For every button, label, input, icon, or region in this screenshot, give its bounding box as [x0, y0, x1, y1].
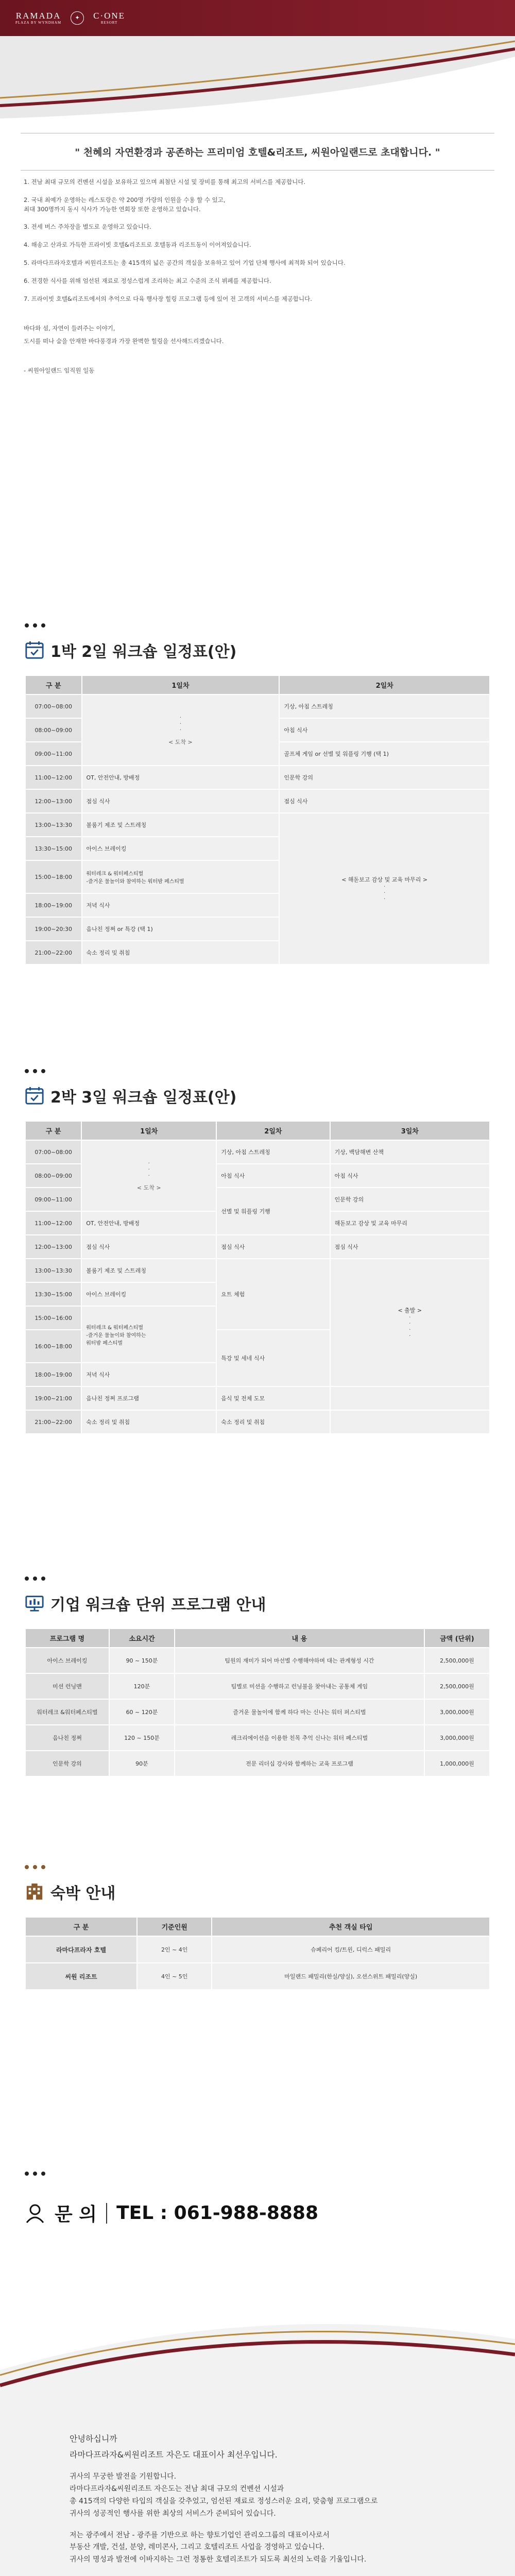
program-duration: 60 ~ 120분	[110, 1700, 174, 1724]
schedule-cell: 워터레크 & 워터페스티벌 -즐거운 물놀이와 참여하는 워터밤 페스티벌	[82, 1307, 216, 1362]
program-name: 미션 런닝맨	[26, 1674, 109, 1699]
section-dots	[25, 1069, 490, 1073]
contact-dots-wrap	[25, 2172, 490, 2187]
time-cell: 13:00~13:30	[26, 814, 81, 836]
table-header: 프로그램 명	[26, 1629, 109, 1647]
schedule-cell: 저녁 식사	[82, 894, 279, 917]
intro-quote-box	[21, 133, 494, 171]
program-name: 음나친 정쩌	[26, 1725, 109, 1750]
schedule-cell: 요트 체험	[217, 1259, 329, 1329]
schedule2-title-text: 2박 3일 워크숍 일정표(안)	[50, 1089, 237, 1107]
schedule-cell: 아이스 브레이킹	[82, 837, 279, 860]
time-cell: 19:00~21:00	[26, 1387, 81, 1410]
stay-table	[25, 1917, 490, 1990]
schedule2-section	[25, 1069, 490, 1434]
ramada-logo-text: RAMADA	[15, 10, 61, 21]
schedule-cell: 기상, 아침 스트레칭	[280, 695, 489, 718]
table-header: 1일차	[82, 1122, 216, 1140]
table-header: 3일차	[331, 1122, 489, 1140]
contact-info	[25, 2200, 318, 2226]
time-cell: 08:00~09:00	[26, 719, 81, 741]
schedule-cell: < 해돋보고 감상 및 교육 마무리 > · · ·	[280, 814, 489, 964]
decorative-swoosh	[0, 36, 515, 129]
schedule-cell: 점심 식사	[82, 1235, 216, 1258]
schedule1-title-text: 1박 2일 워크숍 일정표(안)	[50, 643, 237, 661]
schedule-cell: 음식 및 전체 도모	[217, 1387, 329, 1410]
schedule-cell: 워터레크 & 워터페스티벌 -즐거운 물놀이와 참여하는 워터밤 페스티벌	[82, 861, 279, 893]
schedule-cell: 아침 식사	[331, 1164, 489, 1187]
table-header: 금액 (단위)	[425, 1629, 489, 1647]
hotel-building-icon	[25, 1882, 44, 1902]
program-desc: 팀원의 재미가 되어 마선별 수행해야하며 대는 관계형성 시간	[175, 1648, 424, 1673]
cone-logo-sub: RESORT	[100, 20, 118, 25]
table-header: 2일차	[280, 676, 489, 694]
schedule-cell: 점심 식사	[82, 790, 279, 812]
schedule-cell: 볼룸기 제조 및 스트레칭	[82, 814, 279, 836]
schedule1-table	[25, 675, 490, 965]
program-desc: 레크리에이션을 이용한 친목 추억 신나는 워터 페스티벌	[175, 1725, 424, 1750]
intro-closing: 바다와 섬, 자연이 들려주는 이야기,	[24, 324, 115, 332]
schedule-cell: 기상, 아침 스트레칭	[217, 1141, 329, 1163]
table-header: 내 용	[175, 1629, 424, 1647]
schedule-cell: 기상, 백담해변 산책	[331, 1141, 489, 1163]
schedule-cell: 선별 및 워플링 기행	[217, 1188, 329, 1234]
time-cell: 13:00~13:30	[26, 1259, 81, 1282]
table-row	[26, 1648, 489, 1673]
time-cell: 11:00~12:00	[26, 766, 81, 789]
program-duration: 90 ~ 150분	[110, 1648, 174, 1673]
time-cell: 18:00~19:00	[26, 1363, 81, 1386]
time-cell: 08:00~09:00	[26, 1164, 81, 1187]
stay-rooms: 마일랜드 패밀리(한실/양실), 오션스위트 패밀리(양실)	[212, 1963, 489, 1989]
calendar-icon	[25, 1086, 44, 1106]
time-cell: 18:00~19:00	[26, 894, 81, 917]
schedule-cell: 숙소 정리 및 취침	[82, 941, 279, 964]
time-cell: 12:00~13:00	[26, 790, 81, 812]
schedule-cell: OT, 안전안내, 방배정	[82, 766, 279, 789]
divider	[106, 2203, 107, 2224]
schedule-cell: 아침 식사	[217, 1164, 329, 1187]
section-dots	[25, 1865, 490, 1869]
table-row	[26, 1751, 489, 1776]
time-cell: 07:00~08:00	[26, 1141, 81, 1163]
time-cell: 12:00~13:00	[26, 1235, 81, 1258]
table-row	[26, 1674, 489, 1699]
decorative-swoosh	[0, 2267, 515, 2421]
letter-greeting: 안녕하십니까	[70, 2434, 117, 2444]
time-cell: 13:30~15:00	[26, 837, 81, 860]
stay-title	[25, 1880, 490, 1903]
intro-para: 7. 프라이빗 호텔&리조트에서의 추억으로 다육 행사장 힐링 프로그램 등에 있어 전 고객의 서비스를 제공합니다.	[24, 295, 312, 302]
table-row	[26, 1700, 489, 1724]
schedule-cell: 볼룸기 제조 및 스트레칭	[82, 1259, 216, 1282]
intro-text	[24, 178, 491, 384]
table-row	[26, 1963, 489, 1989]
table-header: 구 분	[26, 1122, 81, 1140]
schedule-cell: 아이스 브레이킹	[82, 1283, 216, 1306]
intro-quote: " 천혜의 자연환경과 공존하는 프리미엄 호텔&리조트, 씨원아일랜드로 초대합니다. "	[21, 133, 494, 171]
intro-para: 6. 전경한 식사를 위해 엄선된 재료로 정성스럽게 조리하는 최고 수준의 조식 뷔페를 제공합니다.	[24, 277, 271, 284]
schedule1-section	[25, 623, 490, 965]
table-header: 추천 객실 타입	[212, 1918, 489, 1936]
time-cell: 19:00~20:30	[26, 918, 81, 940]
table-header: 구 분	[26, 1918, 136, 1936]
program-duration: 120 ~ 150분	[110, 1725, 174, 1750]
schedule-cell: OT, 안전안내, 방배정	[82, 1212, 216, 1234]
intro-signature: - 씨원아일랜드 임직원 일동	[24, 367, 95, 375]
ramada-logo	[15, 11, 61, 25]
monitor-icon	[25, 1594, 44, 1613]
table-header: 소요시간	[110, 1629, 174, 1647]
schedule-cell	[331, 1411, 489, 1433]
stay-capacity: 2인 ~ 4인	[138, 1937, 211, 1962]
schedule-cell: 저녁 식사	[82, 1363, 216, 1386]
time-cell: 13:30~15:00	[26, 1283, 81, 1306]
program-price: 2,500,000원	[425, 1648, 489, 1673]
program-section	[25, 1577, 490, 1777]
section-dots	[25, 2172, 490, 2176]
time-cell: 21:00~22:00	[26, 941, 81, 964]
schedule-cell: 해돋보고 감상 및 교육 마무리	[331, 1212, 489, 1234]
program-table	[25, 1628, 490, 1777]
schedule-cell: 음나친 정쩌 프로그램	[82, 1387, 216, 1410]
stay-section	[25, 1865, 490, 1990]
section-dots	[25, 623, 490, 628]
calendar-icon	[25, 640, 44, 660]
time-cell: 16:00~18:00	[26, 1330, 81, 1362]
ceo-letter	[70, 2432, 440, 2576]
stay-type: 씨원 리조트	[26, 1963, 136, 1989]
schedule-cell	[331, 1387, 489, 1410]
table-row	[26, 1725, 489, 1750]
time-cell: 21:00~22:00	[26, 1411, 81, 1433]
intro-para: 3. 전세 버스 주차장을 별도로 운영하고 있습니다.	[24, 223, 151, 231]
table-header: 2일차	[217, 1122, 329, 1140]
table-row	[26, 1937, 489, 1962]
intro-para: 4. 해송고 산과로 가득한 프라이빗 호텔&리조트로 호텔동과 리조트동이 이어져있습니다.	[24, 241, 251, 249]
time-cell: 15:00~16:00	[26, 1307, 81, 1329]
program-price: 1,000,000원	[425, 1751, 489, 1776]
cone-logo	[93, 11, 125, 25]
stay-capacity: 4인 ~ 5인	[138, 1963, 211, 1989]
schedule-cell: 특강 및 세네 식사	[217, 1330, 329, 1386]
intro-para: 1. 전남 최대 규모의 컨벤션 시설을 보유하고 있으며 최첨단 시설 및 장비를 통해 최고의 서비스를 제공합니다.	[24, 178, 306, 185]
program-price: 2,500,000원	[425, 1674, 489, 1699]
schedule-cell: 점심 식사	[217, 1235, 329, 1258]
program-title	[25, 1592, 490, 1615]
ramada-logo-sub: PLAZA BY WYNDHAM	[15, 20, 62, 25]
schedule-cell: 골프체 게임 or 선별 및 워플링 기행 (택 1)	[280, 742, 489, 765]
stay-rooms: 슈페리어 킹/트윈, 디럭스 패밀리	[212, 1937, 489, 1962]
schedule-cell: 음나친 정쩌 or 특강 (택 1)	[82, 918, 279, 940]
schedule2-table	[25, 1121, 490, 1434]
program-duration: 120분	[110, 1674, 174, 1699]
program-title-text: 기업 워크숍 단위 프로그램 안내	[50, 1596, 266, 1614]
contact-label: 문 의	[55, 2204, 97, 2225]
letter-para: 귀사의 무궁한 발전을 기원합니다. 라마다프라자&씨원리조트 자은도는 전남 최대 규모의 컨벤션 시설과 총 415객의 다양한 타입의 객실을 갖추었고, 엄선된 재료로 정성스러운 요리, 맞춤형 프로그램으로 귀사의 성공적인 행사를 위한 최상의 서비스가 준비되어 있습니다.	[70, 2472, 378, 2518]
time-cell: 09:00~11:00	[26, 1188, 81, 1211]
time-cell: 11:00~12:00	[26, 1212, 81, 1234]
table-header: 1일차	[82, 676, 279, 694]
program-price: 3,000,000원	[425, 1700, 489, 1724]
time-cell: 15:00~18:00	[26, 861, 81, 893]
schedule2-title	[25, 1084, 490, 1107]
program-name: 인문학 강의	[26, 1751, 109, 1776]
contact-phone[interactable]: TEL : 061-988-8888	[116, 2202, 319, 2224]
table-header: 구 분	[26, 676, 81, 694]
letter-greeting: 라마다프라자&씨원리조트 자은도 대표이사 최선우입니다.	[70, 2450, 278, 2460]
program-name: 워터레크 &워터페스티벌	[26, 1700, 109, 1724]
schedule-cell: < 출발 > · · · ·	[331, 1259, 489, 1386]
header	[0, 0, 515, 36]
schedule-cell: 점심 식사	[331, 1235, 489, 1258]
schedule-cell: 숙소 정리 및 취침	[82, 1411, 216, 1433]
time-cell: 07:00~08:00	[26, 695, 81, 718]
program-desc: 전문 리더십 강사와 함께하는 교육 프로그램	[175, 1751, 424, 1776]
program-desc: 즐거운 물놀이에 함께 하다 마는 신나는 워터 퍼스티벌	[175, 1700, 424, 1724]
schedule-cell: · · · < 도착 >	[82, 695, 279, 765]
stay-type: 라마다프라자 호텔	[26, 1937, 136, 1962]
program-price: 3,000,000원	[425, 1725, 489, 1750]
person-icon	[25, 2203, 45, 2224]
program-duration: 90분	[110, 1751, 174, 1776]
schedule-cell: 인문학 강의	[331, 1188, 489, 1211]
schedule-cell: · · · < 도착 >	[82, 1141, 216, 1211]
time-cell: 09:00~11:00	[26, 742, 81, 765]
program-desc: 팀별로 미션을 수행하고 런닝불을 찾아내는 공통체 게임	[175, 1674, 424, 1699]
schedule-cell: 아침 식사	[280, 719, 489, 741]
intro-para: 2. 국내 최예가 운영하는 레스토랑은 약 200명 가량의 인원을 수용 할 수 있고, 최대 300명까지 동시 식사가 가능한 연회장 또한 운영하고 있습니다.	[24, 196, 226, 213]
letter-para: 저는 광주에서 전남 - 광주를 기반으로 하는 향토기업인 관리오그룹의 대표이사로서 부동산 개발, 건설, 분양, 레미콘사, 그리고 호텔리조트 사업을 경영하고 있습니다. 귀사의 명성과 발전에 이바지하는 그런 정통한 호텔리조트가 되도록 최선의 노력을 기울입니다.	[70, 2531, 367, 2564]
table-header: 기준인원	[138, 1918, 211, 1936]
program-name: 아이스 브레이킹	[26, 1648, 109, 1673]
schedule-cell: 숙소 정리 및 취침	[217, 1411, 329, 1433]
stay-title-text: 숙박 안내	[50, 1885, 116, 1903]
cone-logo-text: C·ONE	[93, 10, 126, 21]
intro-para: 5. 라마다프라자호텔과 씨원리조트는 총 415객의 넓은 공간의 객실을 보유하고 있어 기업 단체 행사에 최적화 되어 있습니다.	[24, 259, 346, 267]
schedule-cell: 인문학 강의	[280, 766, 489, 789]
schedule-cell: 점심 식사	[280, 790, 489, 812]
schedule1-title	[25, 639, 490, 662]
intro-closing: 도시를 떠나 숨을 안재한 바다풍경과 가장 완벽한 힐링을 선사해드리겠습니다.	[24, 337, 224, 345]
section-dots	[25, 1577, 490, 1581]
cone-emblem-icon: ✦	[71, 11, 84, 25]
